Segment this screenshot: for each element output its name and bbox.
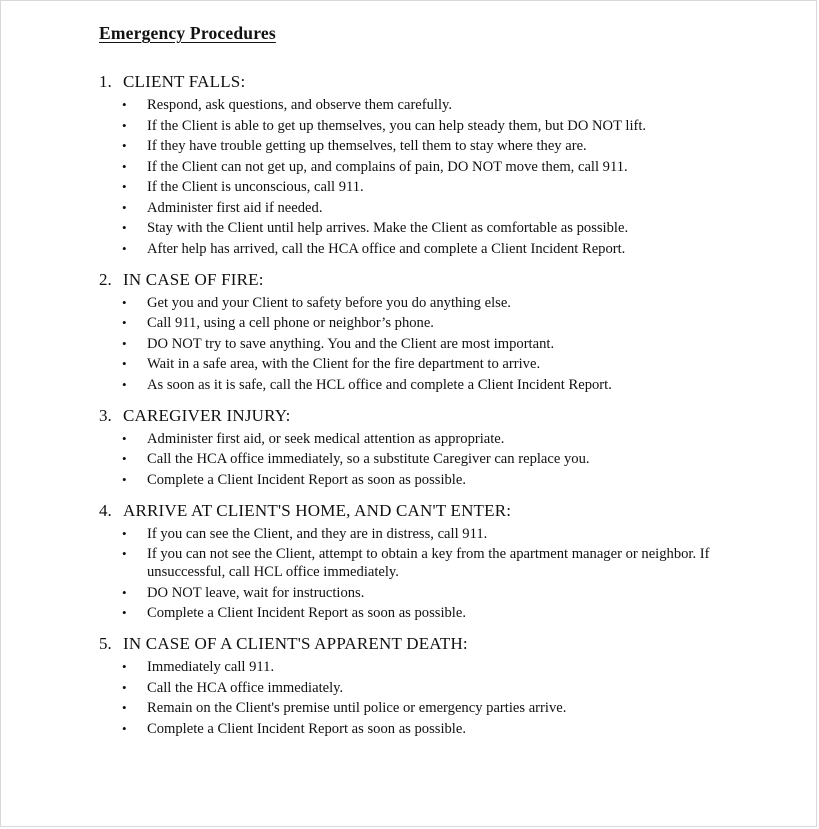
bullet-icon: • [122, 220, 127, 235]
list-item-text: If they have trouble getting up themselves, tell them to stay where they are. [147, 138, 587, 154]
bullet-icon: • [122, 356, 127, 371]
section-title: ARRIVE AT CLIENT'S HOME, AND CAN'T ENTER: [123, 500, 512, 520]
list-item [99, 679, 759, 697]
bullet-icon: • [122, 430, 127, 446]
list-item-text: Remain on the Client's premise until police or emergency parties arrive. [147, 700, 567, 716]
bullet-icon: • [122, 179, 127, 194]
list-item-text: Stay with the Client until help arrives. Make the Client as comfortable as possible. [147, 220, 629, 236]
section-title: IN CASE OF FIRE: [123, 269, 264, 289]
list-item-text: Administer first aid if needed. [147, 199, 323, 216]
bullet-icon: • [122, 525, 127, 541]
list-item [99, 96, 759, 114]
section-number: 1. [99, 72, 112, 91]
section-title: CAREGIVER INJURY: [123, 405, 291, 425]
list-item-text: Wait in a safe area, with the Client for the fire department to arrive. [147, 356, 541, 372]
list-item [99, 240, 759, 258]
bullet-icon: • [122, 376, 127, 392]
bullet-icon: • [122, 546, 127, 561]
section-title: CLIENT FALLS: [123, 72, 246, 91]
procedure-section [99, 71, 759, 258]
list-item-text: Immediately call 911. [147, 659, 275, 675]
bullet-icon: • [122, 240, 127, 256]
bullet-icon: • [122, 158, 127, 174]
list-item-text: DO NOT try to save anything. You and the Client are most important. [147, 335, 555, 352]
section-heading [99, 405, 759, 427]
bullet-icon: • [122, 117, 127, 133]
bullet-list [99, 658, 759, 738]
list-item-text: If you can not see the Client, attempt to obtain a key from the apartment manager or neighbor. If unsuccessful, call HCL office immediately. [147, 546, 710, 580]
bullet-icon: • [122, 335, 127, 351]
bullet-list [99, 430, 759, 489]
list-item [99, 199, 759, 217]
list-item [99, 545, 759, 581]
list-item-text: Call 911, using a cell phone or neighbor’s phone. [147, 315, 434, 331]
list-item [99, 376, 759, 394]
section-heading [99, 71, 759, 93]
list-item-text: Complete a Client Incident Report as soon as possible. [147, 720, 466, 737]
list-item-text: Complete a Client Incident Report as soon as possible. [147, 605, 466, 621]
list-item [99, 471, 759, 489]
list-item [99, 430, 759, 448]
procedure-section [99, 405, 759, 489]
procedure-section [99, 633, 759, 738]
bullet-list [99, 294, 759, 394]
bullet-icon: • [122, 138, 127, 153]
list-item [99, 219, 759, 237]
bullet-list [99, 525, 759, 623]
bullet-icon: • [122, 720, 127, 736]
procedure-section [99, 500, 759, 623]
section-number: 5. [99, 634, 112, 653]
document-title: Emergency Procedures [99, 23, 276, 43]
list-item-text: If the Client is unconscious, call 911. [147, 179, 364, 195]
list-item-text: Complete a Client Incident Report as soon as possible. [147, 471, 466, 488]
list-item [99, 117, 759, 135]
list-item [99, 137, 759, 155]
list-item-text: After help has arrived, call the HCA office and complete a Client Incident Report. [147, 240, 626, 257]
list-item [99, 355, 759, 373]
section-number: 4. [99, 500, 112, 520]
list-item [99, 178, 759, 196]
section-heading [99, 633, 759, 655]
bullet-icon: • [122, 294, 127, 310]
list-item [99, 658, 759, 676]
list-item-text: Administer first aid, or seek medical attention as appropriate. [147, 430, 505, 447]
list-item-text: As soon as it is safe, call the HCL office and complete a Client Incident Report. [147, 376, 612, 393]
section-heading [99, 269, 759, 291]
bullet-icon: • [122, 584, 127, 600]
list-item [99, 294, 759, 312]
list-item-text: DO NOT leave, wait for instructions. [147, 584, 365, 601]
bullet-icon: • [122, 471, 127, 487]
list-item [99, 604, 759, 622]
list-item-text: Call the HCA office immediately, so a substitute Caregiver can replace you. [147, 451, 590, 467]
bullet-icon: • [122, 700, 127, 715]
list-item-text: If the Client can not get up, and complains of pain, DO NOT move them, call 911. [147, 158, 628, 175]
procedure-section [99, 269, 759, 394]
list-item [99, 720, 759, 738]
section-number: 2. [99, 269, 112, 289]
bullet-icon: • [122, 659, 127, 674]
list-item-text: Get you and your Client to safety before you do anything else. [147, 294, 511, 311]
list-item [99, 158, 759, 176]
list-item [99, 314, 759, 332]
list-item [99, 525, 759, 543]
bullet-icon: • [122, 199, 127, 215]
section-title: IN CASE OF A CLIENT'S APPARENT DEATH: [123, 634, 468, 653]
bullet-icon: • [122, 315, 127, 330]
list-item [99, 699, 759, 717]
list-item-text: If you can see the Client, and they are in distress, call 911. [147, 525, 488, 542]
bullet-icon: • [122, 679, 127, 695]
section-number: 3. [99, 405, 112, 425]
list-item [99, 335, 759, 353]
list-item-text: If the Client is able to get up themselves, you can help steady them, but DO NOT lift. [147, 117, 647, 134]
list-item [99, 584, 759, 602]
list-item [99, 450, 759, 468]
list-item-text: Respond, ask questions, and observe them carefully. [147, 97, 453, 113]
bullet-list [99, 96, 759, 258]
list-item-text: Call the HCA office immediately. [147, 679, 344, 696]
section-heading [99, 500, 759, 522]
procedure-sections [99, 71, 759, 749]
bullet-icon: • [122, 451, 127, 466]
bullet-icon: • [122, 605, 127, 620]
bullet-icon: • [122, 97, 127, 112]
